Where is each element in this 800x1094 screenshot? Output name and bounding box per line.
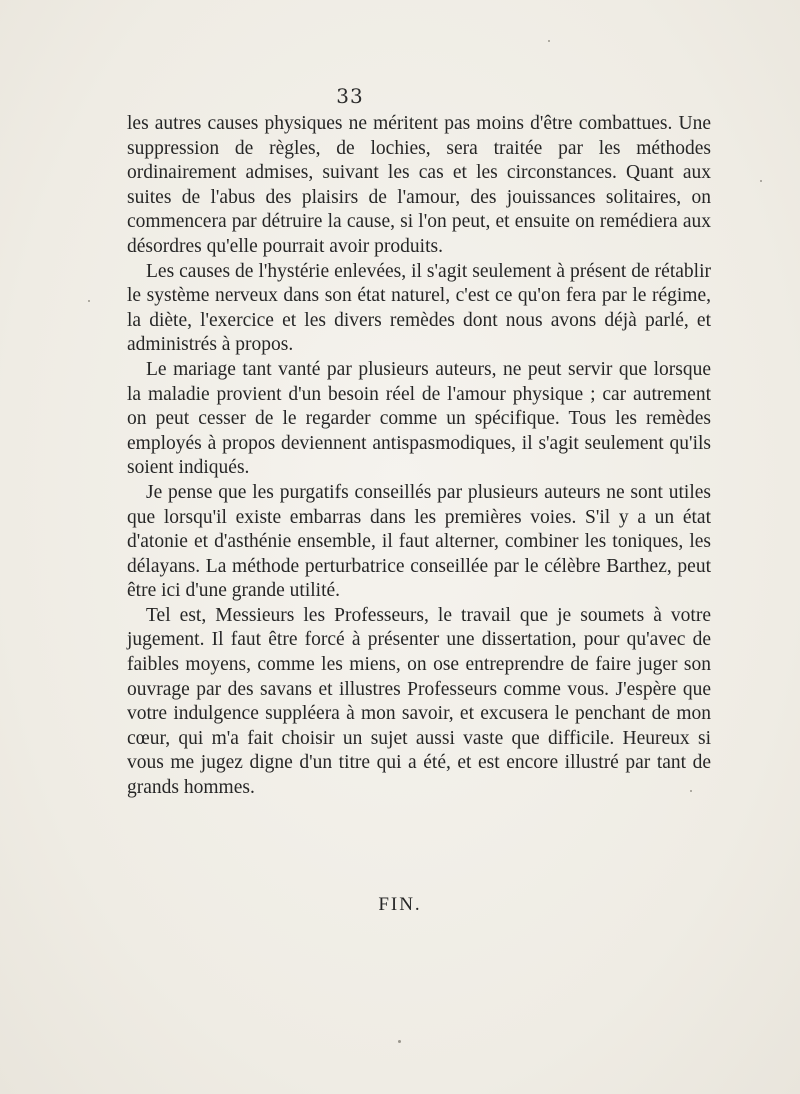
paragraph-4: Je pense que les purgatifs conseillés par plusieurs auteurs ne sont utiles que lorsqu'il existe embarras dans les premières voies. S'il y a un état d'atonie et d'asthénie ensemble, il faut alterner, combiner les toniques, les délayans. La méthode perturbatrice conseillée par le célèbre Barthez, peut être ici d'une grande utilité. (127, 481, 711, 602)
body-text (127, 112, 711, 801)
paragraph-3: Le mariage tant vanté par plusieurs auteurs, ne peut servir que lorsque la maladie provient d'un besoin réel de l'amour physique ; car autrement on peut cesser de le regarder comme un spécifique. Tous les remèdes employés à propos deviennent antispasmodiques, il s'agit seulement qu'ils soient indiqués. (127, 358, 711, 479)
paper-speck (690, 790, 692, 792)
paragraph-1: les autres causes physiques ne méritent pas moins d'être combattues. Une suppression de règles, de lochies, sera traitée par les méthodes ordinairement admises, suivant les cas et les circonstances. Quant aux suites de l'abus des plaisirs de l'amour, des jouissances solitaires, on commencera par détruire la cause, si l'on peut, et ensuite on remédiera aux désordres qu'elle pourrait avoir produits. (127, 113, 711, 257)
paragraph-5: Tel est, Messieurs les Professeurs, le travail que je soumets à votre jugement. Il faut être forcé à présenter une dissertation, pour qu'avec de faibles moyens, comme les miens, on ose entreprendre de faire juger son ouvrage par des savans et illustres Professeurs comme vous. J'espère que votre indulgence suppléera à mon savoir, et excusera le penchant de mon cœur, qui m'a fait choisir un sujet aussi vaste que difficile. Heureux si vous me jugez digne d'un titre qui a été, et est encore illustré par tant de grands hommes. (127, 604, 711, 799)
closing-fin: FIN. (378, 894, 422, 915)
page-number: 33 (336, 84, 364, 108)
paper-speck (398, 1040, 401, 1043)
paragraph-2: Les causes de l'hystérie enlevées, il s'agit seulement à présent de rétablir le système nerveux dans son état naturel, c'est ce qu'on fera par le régime, la diète, l'exercice et les divers remèdes dont nous avons déjà parlé, et administrés à propos. (127, 260, 711, 356)
paper-speck (760, 180, 762, 182)
paper-speck (548, 40, 550, 42)
paper-speck (88, 300, 90, 302)
